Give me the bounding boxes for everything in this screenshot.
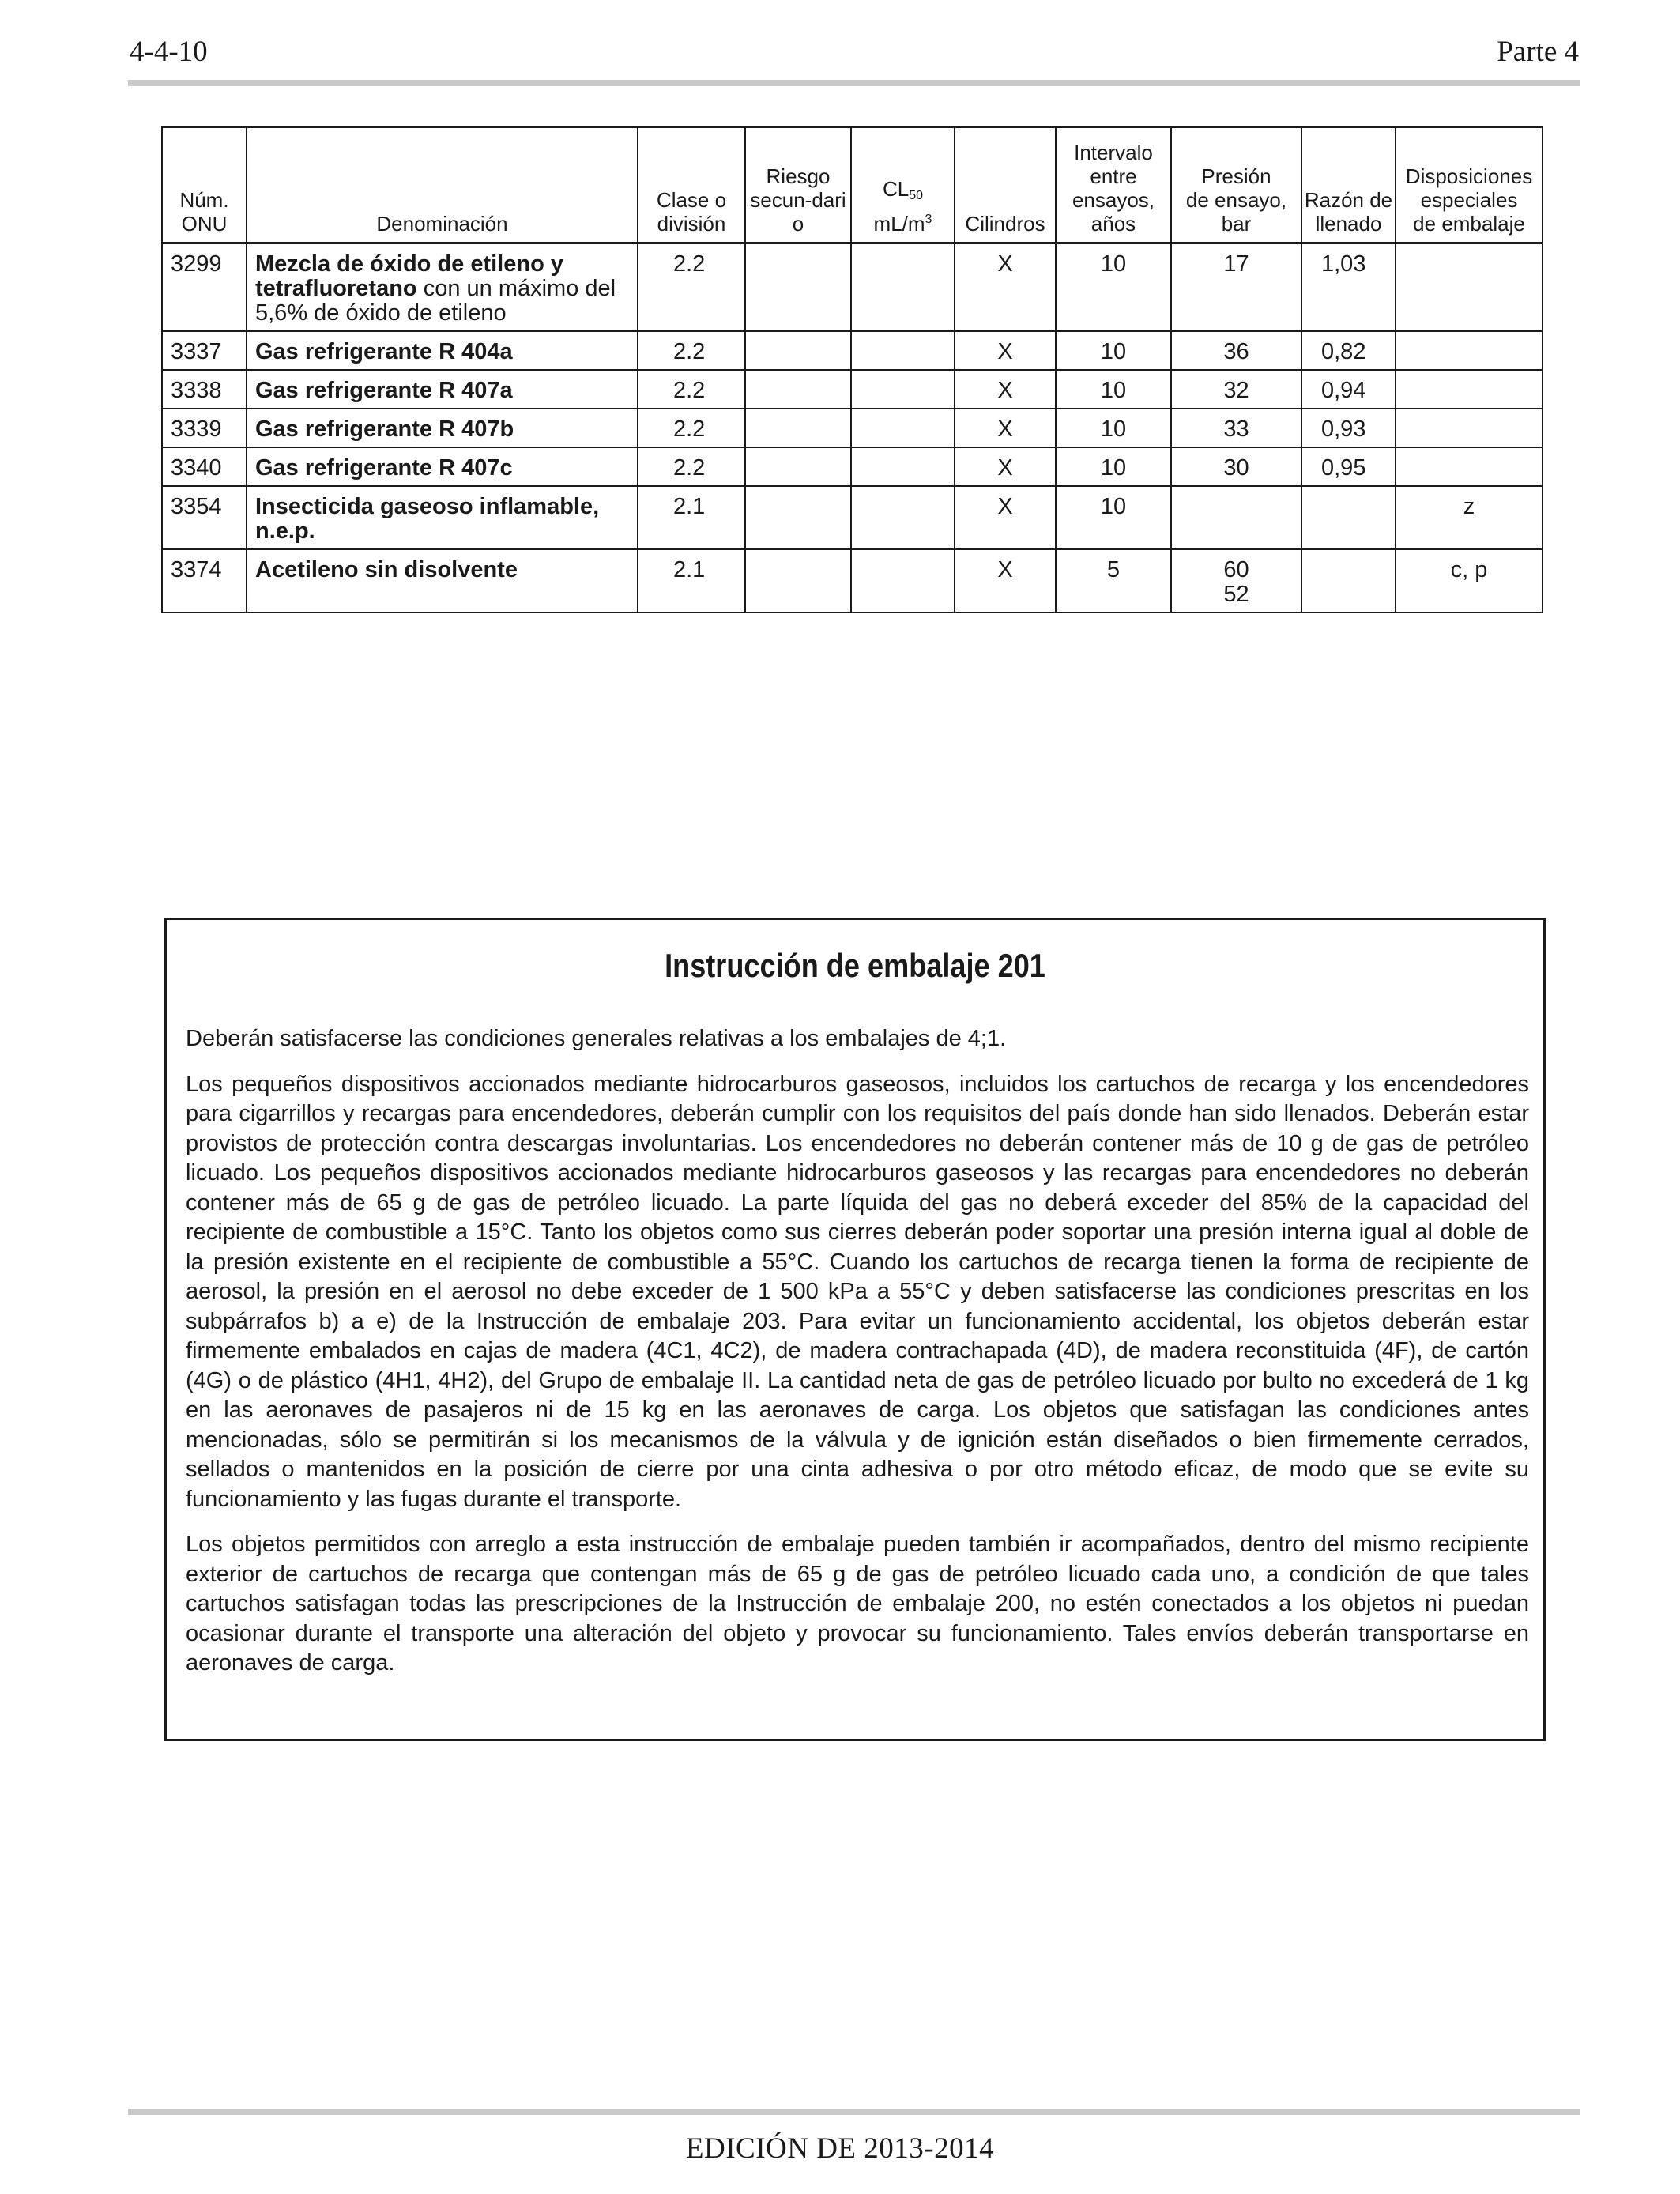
cell-num: 3299 — [162, 243, 247, 332]
cell-name: Gas refrigerante R 407b — [247, 409, 638, 447]
cell-clase: 2.2 — [638, 243, 745, 332]
page-header — [130, 35, 1579, 73]
col-disposiciones: Disposiciones especiales de embalaje — [1396, 127, 1543, 243]
packing-instruction-title: Instrucción de embalaje 201 — [665, 947, 1045, 984]
cell-intervalo: 10 — [1056, 243, 1171, 332]
cell-cilindros: X — [955, 486, 1056, 549]
cell-presion — [1171, 486, 1301, 549]
cell-cilindros: X — [955, 447, 1056, 486]
cell-cl50 — [851, 331, 955, 370]
table-row — [162, 486, 1543, 549]
dangerous-goods-table — [161, 126, 1543, 613]
cell-name: Gas refrigerante R 404a — [247, 331, 638, 370]
cell-num: 3354 — [162, 486, 247, 549]
cell-riesgo — [745, 243, 851, 332]
cell-name: Acetileno sin disolvente — [247, 549, 638, 613]
cell-razon — [1301, 549, 1396, 613]
cell-clase: 2.1 — [638, 549, 745, 613]
cell-clase: 2.2 — [638, 370, 745, 409]
col-clase: Clase o división — [638, 127, 745, 243]
cell-num: 3338 — [162, 370, 247, 409]
cell-razon: 0,95 — [1301, 447, 1396, 486]
cell-cilindros: X — [955, 549, 1056, 613]
cell-disp — [1396, 409, 1543, 447]
cell-num: 3339 — [162, 409, 247, 447]
cell-intervalo: 10 — [1056, 409, 1171, 447]
cell-cl50 — [851, 370, 955, 409]
cell-razon — [1301, 486, 1396, 549]
paragraph: Los objetos permitidos con arreglo a esta instrucción de embalaje pueden también ir acompañados, dentro del mismo recipiente exterior de cartuchos de recarga que contengan más de 65 g de gas de petróleo licuado cada uno, a condición de que tales cartuchos satisfagan todas las prescripciones de la Instrucción de embalaje 200, no estén conectados a los objetos ni puedan ocasionar durante el transporte una alteración del objeto y provocar su funcionamiento. Tales envíos deberán transportarse en aeronaves de carga. — [186, 1532, 1529, 1676]
col-razon: Razón de llenado — [1301, 127, 1396, 243]
cell-intervalo: 10 — [1056, 331, 1171, 370]
col-cilindros: Cilindros — [955, 127, 1056, 243]
packing-instruction-box — [164, 918, 1546, 1741]
col-presion: Presión de ensayo, bar — [1171, 127, 1301, 243]
packing-instruction-body — [186, 1024, 1529, 1695]
cell-cl50 — [851, 409, 955, 447]
cell-intervalo: 10 — [1056, 486, 1171, 549]
col-denominacion: Denominación — [247, 127, 638, 243]
cell-presion: 33 — [1171, 409, 1301, 447]
cell-razon: 0,93 — [1301, 409, 1396, 447]
cell-riesgo — [745, 549, 851, 613]
cell-cilindros: X — [955, 409, 1056, 447]
cell-presion: 30 — [1171, 447, 1301, 486]
table-row — [162, 243, 1543, 332]
cell-cl50 — [851, 447, 955, 486]
cell-name: Mezcla de óxido de etileno y tetrafluoretano con un máximo del 5,6% de óxido de etileno — [247, 243, 638, 332]
page-number: 4-4-10 — [130, 36, 208, 68]
cell-cl50 — [851, 549, 955, 613]
cell-num: 3337 — [162, 331, 247, 370]
cell-presion: 32 — [1171, 370, 1301, 409]
cell-name: Gas refrigerante R 407c — [247, 447, 638, 486]
table-row — [162, 331, 1543, 370]
cell-name: Insecticida gaseoso inflamable, n.e.p. — [247, 486, 638, 549]
cell-disp — [1396, 243, 1543, 332]
cell-presion: 17 — [1171, 243, 1301, 332]
part-label: Parte 4 — [1497, 36, 1579, 68]
cell-presion: 60 52 — [1171, 549, 1301, 613]
cell-cl50 — [851, 243, 955, 332]
table-row — [162, 549, 1543, 613]
cell-clase: 2.1 — [638, 486, 745, 549]
cell-presion: 36 — [1171, 331, 1301, 370]
cell-razon: 1,03 — [1301, 243, 1396, 332]
table-header-row — [162, 127, 1543, 243]
cell-cilindros: X — [955, 331, 1056, 370]
cell-disp: c, p — [1396, 549, 1543, 613]
cell-riesgo — [745, 447, 851, 486]
cell-riesgo — [745, 409, 851, 447]
header-rule — [128, 80, 1580, 86]
cell-cilindros: X — [955, 370, 1056, 409]
cell-riesgo — [745, 331, 851, 370]
cell-clase: 2.2 — [638, 331, 745, 370]
paragraph: Deberán satisfacerse las condiciones generales relativas a los embalajes de 4;1. — [186, 1026, 1007, 1051]
cell-name: Gas refrigerante R 407a — [247, 370, 638, 409]
col-cl50: $CL_{50}$ $mL/m^3$ — [851, 127, 955, 243]
col-num-onu: Núm. ONU — [162, 127, 247, 243]
cell-razon: 0,82 — [1301, 331, 1396, 370]
table-row — [162, 370, 1543, 409]
cell-disp — [1396, 370, 1543, 409]
cell-intervalo: 10 — [1056, 370, 1171, 409]
paragraph: Los pequeños dispositivos accionados mediante hidrocarburos gaseosos, incluidos los cartuchos de recarga y los encendedores para cigarrillos y recargas para encendedores, deberán cumplir con los requisitos del país donde han sido llenados. Deberán estar provistos de protección contra descargas involuntarias. Los encendedores no deberán contener más de 10 g de gas de petróleo licuado. Los pequeños dispositivos accionados mediante hidrocarburos gaseosos y las recargas para encendedores no deberán contener más de 65 g de gas de petróleo licuado. La parte líquida del gas no deberá exceder del 85% de la capacidad del recipiente de combustible a 15°C. Tanto los objetos como sus cierres deberán poder soportar una presión interna igual al doble de la presión existente en el recipiente de combustible a 55°C. Cuando los cartuchos de recarga tienen la forma de recipiente de aerosol, la presión en el aerosol no debe exceder de 1 500 kPa a 55°C y deben satisfacerse las condiciones prescritas en los subpárrafos b) a e) de la Instrucción de embalaje 203. Para evitar un funcionamiento accidental, los objetos deberán estar firmemente embalados en cajas de madera (4C1, 4C2), de madera contrachapada (4D), de madera reconstituida (4F), de cartón (4G) o de plástico (4H1, 4H2), del Grupo de embalaje II. La cantidad neta de gas de petróleo licuado por bulto no excederá de 1 kg en las aeronaves de pasajeros ni de 15 kg en las aeronaves de carga. Los objetos que satisfagan las condiciones antes mencionadas, sólo se permitirán si los mecanismos de la válvula y de ignición están diseñados o bien firmemente cerrados, sellados o mantenidos en la posición de cierre por una cinta adhesiva o por otro método eficaz, de modo que se evite su funcionamiento y las fugas durante el transporte. — [186, 1071, 1529, 1512]
cell-cilindros: X — [955, 243, 1056, 332]
table-row — [162, 447, 1543, 486]
cell-clase: 2.2 — [638, 447, 745, 486]
cell-intervalo: 5 — [1056, 549, 1171, 613]
cell-cl50 — [851, 486, 955, 549]
cell-num: 3374 — [162, 549, 247, 613]
col-intervalo: Intervalo entre ensayos, años — [1056, 127, 1171, 243]
cell-disp: z — [1396, 486, 1543, 549]
edition-footer: EDICIÓN DE 2013-2014 — [685, 2132, 995, 2165]
cell-intervalo: 10 — [1056, 447, 1171, 486]
cell-riesgo — [745, 370, 851, 409]
cell-razon: 0,94 — [1301, 370, 1396, 409]
cell-clase: 2.2 — [638, 409, 745, 447]
cell-riesgo — [745, 486, 851, 549]
cell-num: 3340 — [162, 447, 247, 486]
col-riesgo: Riesgo secun-dari o — [745, 127, 851, 243]
table-row — [162, 409, 1543, 447]
cell-disp — [1396, 447, 1543, 486]
cell-disp — [1396, 331, 1543, 370]
footer-rule — [128, 2109, 1580, 2115]
